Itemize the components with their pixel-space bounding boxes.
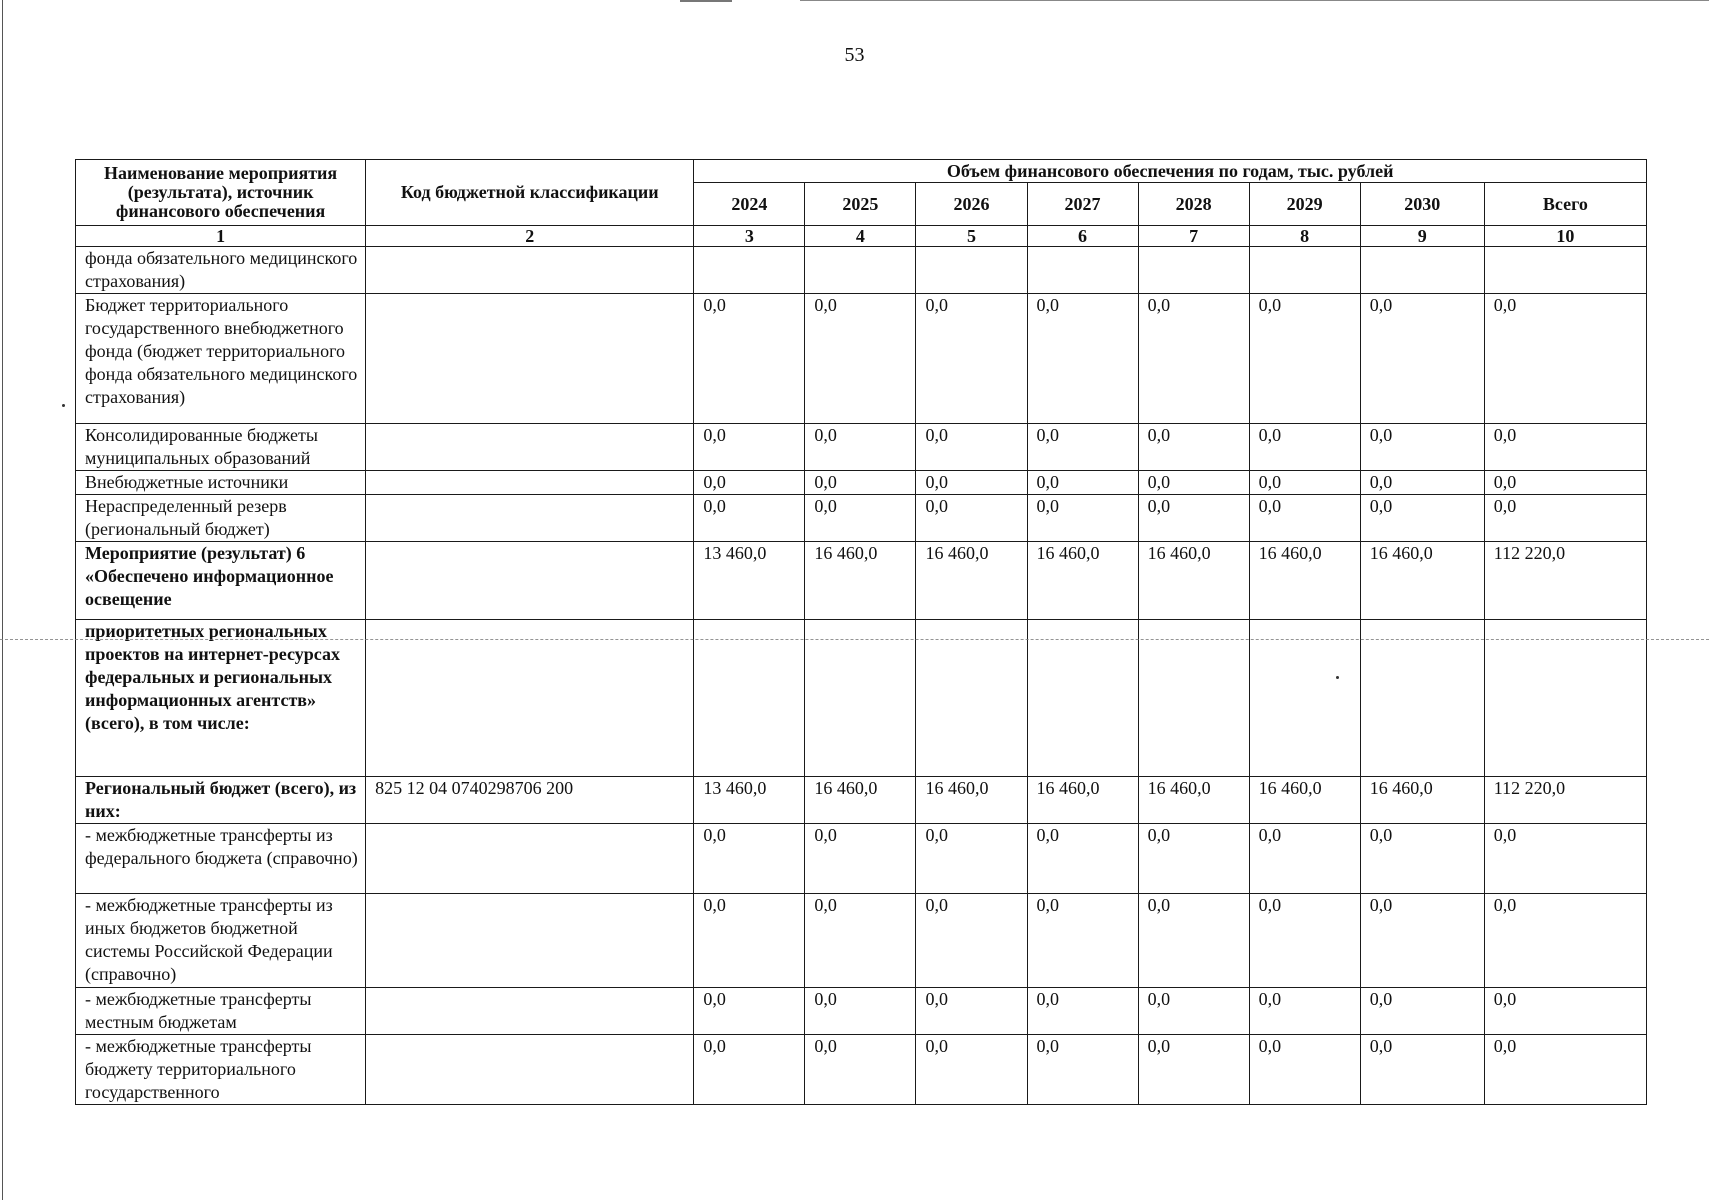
year-value-cell: 0,0 [916,824,1027,894]
table-row [76,777,1647,824]
total-value-cell [1484,620,1646,777]
year-value-cell: 0,0 [1360,294,1484,424]
header-year: 2025 [805,183,916,226]
scan-border-top [800,0,1709,1]
budget-code-cell: 825 12 04 0740298706 200 [366,777,694,824]
total-value-cell [1484,247,1646,294]
year-value-cell: 0,0 [805,894,916,988]
year-value-cell [1027,620,1138,777]
row-name-cell: Региональный бюджет (всего), из них: [76,777,366,824]
budget-code-cell [366,620,694,777]
total-value-cell: 0,0 [1484,1035,1646,1105]
scan-fold-line [0,639,1709,640]
year-value-cell: 16 460,0 [1360,777,1484,824]
year-value-cell: 0,0 [1027,471,1138,495]
year-value-cell: 0,0 [1249,894,1360,988]
year-value-cell [805,620,916,777]
year-value-cell: 16 460,0 [1360,542,1484,620]
year-value-cell: 0,0 [1138,894,1249,988]
total-value-cell: 0,0 [1484,424,1646,471]
year-value-cell [694,620,805,777]
year-value-cell: 0,0 [1249,988,1360,1035]
year-value-cell: 16 460,0 [1138,542,1249,620]
year-value-cell: 0,0 [805,471,916,495]
header-year: 2026 [916,183,1027,226]
table-row [76,620,1647,777]
total-value-cell: 0,0 [1484,294,1646,424]
year-value-cell: 0,0 [1249,1035,1360,1105]
year-value-cell [1360,620,1484,777]
budget-code-cell [366,471,694,495]
year-value-cell: 16 460,0 [1027,542,1138,620]
budget-code-cell [366,894,694,988]
total-value-cell: 0,0 [1484,824,1646,894]
year-value-cell: 0,0 [1027,495,1138,542]
year-value-cell: 0,0 [694,988,805,1035]
budget-code-cell [366,294,694,424]
budget-code-cell [366,424,694,471]
year-value-cell: 13 460,0 [694,777,805,824]
year-value-cell: 16 460,0 [1249,542,1360,620]
table-row [76,495,1647,542]
year-value-cell: 0,0 [805,824,916,894]
header-year: 2030 [1360,183,1484,226]
scan-border-top [680,0,732,2]
year-value-cell: 0,0 [1027,894,1138,988]
header-volume-group: Объем финансового обеспечения по годам, тыс. рублей [694,160,1647,183]
header-year: 2027 [1027,183,1138,226]
year-value-cell: 0,0 [1360,1035,1484,1105]
year-value-cell: 0,0 [1360,471,1484,495]
header-total: Всего [1484,183,1646,226]
year-value-cell [916,247,1027,294]
year-value-cell: 0,0 [916,988,1027,1035]
header-name-column: Наименование мероприятия (результата), источник финансового обеспечения [76,160,366,226]
table-row [76,1035,1647,1105]
year-value-cell: 0,0 [1138,294,1249,424]
year-value-cell: 0,0 [1027,294,1138,424]
page-number: 53 [844,44,865,66]
year-value-cell: 0,0 [1138,424,1249,471]
year-value-cell: 0,0 [1360,988,1484,1035]
table-row [76,471,1647,495]
year-value-cell: 16 460,0 [1027,777,1138,824]
row-name-cell: - межбюджетные трансферты местным бюджетам [76,988,366,1035]
year-value-cell [916,620,1027,777]
budget-code-cell [366,1035,694,1105]
year-value-cell: 0,0 [1138,1035,1249,1105]
year-value-cell: 0,0 [694,294,805,424]
year-value-cell: 13 460,0 [694,542,805,620]
year-value-cell: 0,0 [1027,424,1138,471]
column-number: 7 [1138,226,1249,247]
budget-code-cell [366,988,694,1035]
header-year: 2028 [1138,183,1249,226]
year-value-cell [1027,247,1138,294]
total-value-cell: 0,0 [1484,495,1646,542]
row-name-cell: фонда обязательного медицинского страхования) [76,247,366,294]
row-name-cell: - межбюджетные трансферты из иных бюджетов бюджетной системы Российской Федерации (справочно) [76,894,366,988]
table-row [76,824,1647,894]
row-name-cell: Мероприятие (результат) 6 «Обеспечено информационное освещение [76,542,366,620]
table-body [76,247,1647,1105]
year-value-cell: 0,0 [1138,495,1249,542]
year-value-cell: 0,0 [1360,424,1484,471]
year-value-cell [805,247,916,294]
year-value-cell: 0,0 [694,424,805,471]
scan-speck [1336,676,1339,679]
total-value-cell: 0,0 [1484,471,1646,495]
table-row [76,294,1647,424]
header-year: 2029 [1249,183,1360,226]
year-value-cell: 0,0 [916,471,1027,495]
year-value-cell: 0,0 [1138,988,1249,1035]
table-row [76,988,1647,1035]
column-number: 2 [366,226,694,247]
year-value-cell: 16 460,0 [916,542,1027,620]
budget-code-cell [366,542,694,620]
table-row [76,894,1647,988]
table-row [76,247,1647,294]
budget-code-cell [366,247,694,294]
budget-code-cell [366,495,694,542]
year-value-cell: 0,0 [1360,894,1484,988]
year-value-cell [1138,620,1249,777]
column-number: 3 [694,226,805,247]
year-value-cell: 0,0 [805,988,916,1035]
year-value-cell: 0,0 [694,894,805,988]
total-value-cell: 112 220,0 [1484,777,1646,824]
row-name-cell: Бюджет территориального государственного внебюджетного фонда (бюджет территориального фонда обязательного медицинского страхования) [76,294,366,424]
year-value-cell: 0,0 [1027,988,1138,1035]
column-number: 4 [805,226,916,247]
year-value-cell [1360,247,1484,294]
year-value-cell: 16 460,0 [805,542,916,620]
year-value-cell [1249,620,1360,777]
total-value-cell: 0,0 [1484,988,1646,1035]
year-value-cell: 0,0 [1027,1035,1138,1105]
year-value-cell: 0,0 [1249,294,1360,424]
year-value-cell [694,247,805,294]
table-header [76,160,1647,247]
row-name-cell: Консолидированные бюджеты муниципальных образований [76,424,366,471]
year-value-cell: 0,0 [1249,495,1360,542]
year-value-cell: 0,0 [1249,824,1360,894]
column-number: 9 [1360,226,1484,247]
year-value-cell: 0,0 [694,471,805,495]
year-value-cell: 0,0 [805,1035,916,1105]
year-value-cell: 0,0 [694,1035,805,1105]
year-value-cell: 16 460,0 [1138,777,1249,824]
year-value-cell: 0,0 [805,424,916,471]
row-name-cell: Внебюджетные источники [76,471,366,495]
year-value-cell: 0,0 [1027,824,1138,894]
year-value-cell: 0,0 [1138,471,1249,495]
scan-speck [62,404,65,407]
year-value-cell: 0,0 [805,495,916,542]
year-value-cell: 0,0 [694,495,805,542]
year-value-cell: 0,0 [916,894,1027,988]
year-value-cell: 16 460,0 [805,777,916,824]
year-value-cell: 0,0 [916,294,1027,424]
year-value-cell: 0,0 [1249,424,1360,471]
year-value-cell [1249,247,1360,294]
year-value-cell: 0,0 [694,824,805,894]
table-row [76,542,1647,620]
row-name-cell: Нераспределенный резерв (региональный бюджет) [76,495,366,542]
scan-border-left [2,0,3,1200]
year-value-cell: 0,0 [1360,495,1484,542]
row-name-cell: приоритетных региональных проектов на интернет-ресурсах федеральных и региональных информационных агентств» (всего), в том числе: [76,620,366,777]
row-name-cell: - межбюджетные трансферты бюджету территориального государственного [76,1035,366,1105]
year-value-cell: 0,0 [916,424,1027,471]
year-value-cell: 0,0 [916,495,1027,542]
row-name-cell: - межбюджетные трансферты из федерального бюджета (справочно) [76,824,366,894]
column-number: 5 [916,226,1027,247]
total-value-cell: 112 220,0 [1484,542,1646,620]
year-value-cell: 16 460,0 [916,777,1027,824]
budget-table [75,159,1647,1105]
year-value-cell: 16 460,0 [1249,777,1360,824]
total-value-cell: 0,0 [1484,894,1646,988]
header-year: 2024 [694,183,805,226]
budget-code-cell [366,824,694,894]
table-row [76,424,1647,471]
column-number: 10 [1484,226,1646,247]
year-value-cell: 0,0 [1138,824,1249,894]
year-value-cell [1138,247,1249,294]
year-value-cell: 0,0 [916,1035,1027,1105]
year-value-cell: 0,0 [1249,471,1360,495]
column-number: 6 [1027,226,1138,247]
header-code-column: Код бюджетной классификации [366,160,694,226]
column-number: 1 [76,226,366,247]
column-number: 8 [1249,226,1360,247]
year-value-cell: 0,0 [805,294,916,424]
year-value-cell: 0,0 [1360,824,1484,894]
